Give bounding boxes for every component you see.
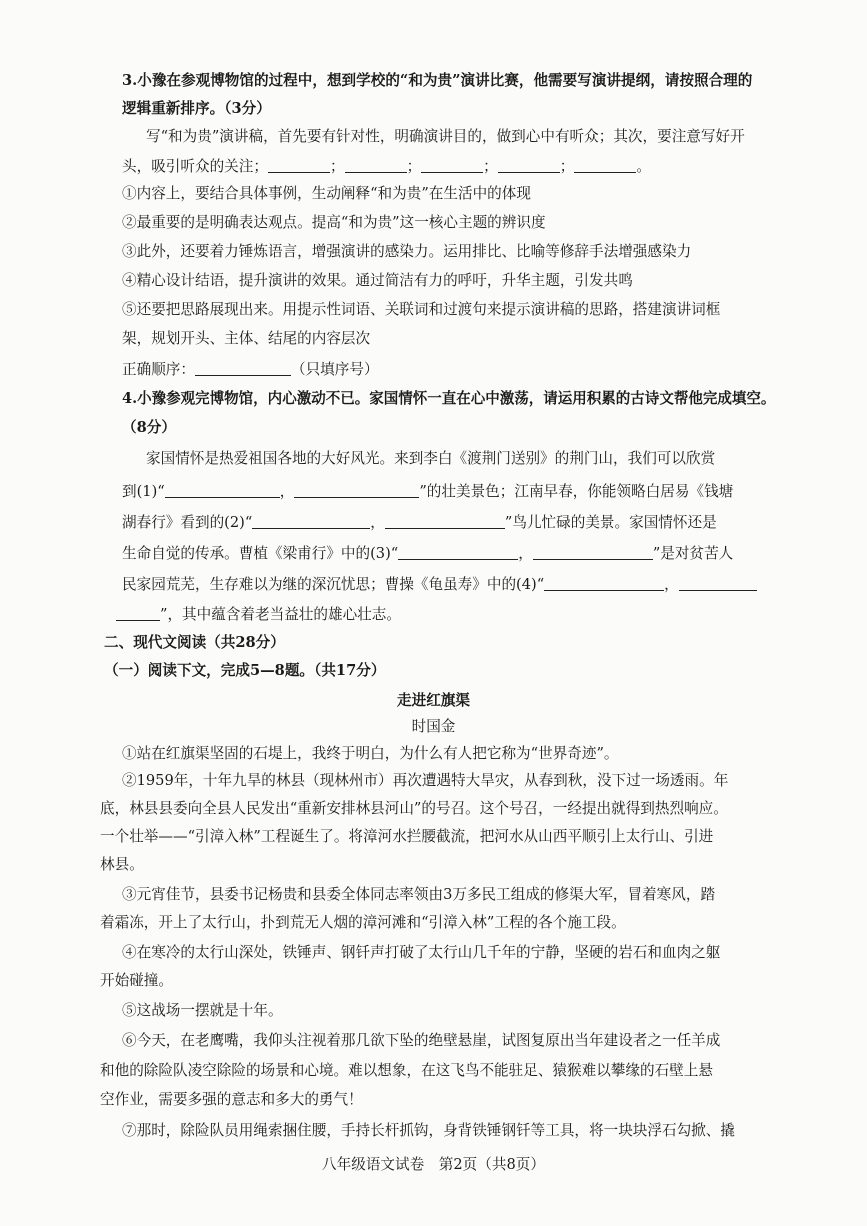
- semicolon: ；: [483, 158, 498, 175]
- article-line-8: ④在寒冷的太行山深处，铁锤声、钢钎声打破了太行山几千年的宁静，坚硬的岩石和血肉之躯: [122, 944, 721, 961]
- q3-title-line2: 逻辑重新排序。（3分）: [122, 100, 271, 117]
- q3-stem-line1: 写“和为贵”演讲稿，首先要有针对性，明确演讲目的，做到心中有听众；其次，要注意写好开: [146, 128, 745, 145]
- q4-item2-intro: 湖春行》看到的(2)“: [122, 514, 253, 531]
- article-line-7: 着霜冻，开上了太行山，扑到荒无人烟的漳河滩和“引漳入林”工程的各个施工段。: [100, 914, 626, 931]
- q4-para-line5: [122, 576, 757, 593]
- q3-title-line1: 3.小豫在参观博物馆的过程中，想到学校的“和为贵”演讲比赛，他需要写演讲提纲，请按照合理的: [122, 72, 753, 89]
- section2-sub-heading: （一）阅读下文，完成5—8题。（共17分）: [104, 662, 386, 679]
- period: 。: [636, 158, 651, 175]
- comma: ，: [664, 576, 679, 593]
- article-author: 时国金: [411, 718, 456, 735]
- q4-blank-1b[interactable]: [294, 483, 419, 498]
- q4-para-line4: [122, 545, 733, 562]
- q4-para-line1: 家国情怀是热爱祖国各地的大好风光。来到李白《渡荆门送别》的荆门山，我们可以欣赏: [146, 450, 716, 467]
- q3-blank-1[interactable]: [268, 158, 330, 173]
- semicolon: ；: [329, 158, 345, 175]
- q4-item3-tail: ”是对贫苦人: [652, 545, 734, 562]
- q4-para-line2: [122, 483, 733, 500]
- semicolon: ；: [406, 158, 422, 175]
- article-line-14: ⑦那时，除险队员用绳索捆住腰，手持长杆抓钩，身背铁锤钢钎等工具，将一块块浮石勾掀、撬: [122, 1122, 735, 1139]
- q4-item1-intro: 到(1)“: [122, 483, 165, 500]
- q3-option-2: ②最重要的是明确表达观点。提高“和为贵”这一核心主题的辨识度: [122, 214, 546, 231]
- q4-blank-3a[interactable]: [398, 545, 518, 560]
- q3-order-line: [122, 361, 379, 378]
- q3-blank-5[interactable]: [574, 158, 636, 173]
- article-line-9: 开始碰撞。: [100, 972, 173, 989]
- q4-blank-3b[interactable]: [533, 545, 653, 560]
- q3-stem-text: 头，吸引听众的关注；: [122, 158, 268, 175]
- q3-blank-3[interactable]: [421, 158, 483, 173]
- q3-blank-2[interactable]: [345, 158, 407, 173]
- article-line-5: 林县。: [100, 856, 144, 873]
- article-line-6: ③元宵佳节，县委书记杨贵和县委全体同志率领由3万多民工组成的修渠大军，冒着寒风，踏: [122, 886, 716, 903]
- q4-item1-tail: ”的壮美景色；江南早春，你能领略白居易《钱塘: [419, 483, 734, 500]
- q4-para-line6: [116, 606, 401, 623]
- comma: ，: [370, 514, 385, 531]
- q3-option-1: ①内容上，要结合具体事例，生动阐释“和为贵”在生活中的体现: [122, 185, 531, 202]
- page-footer: 八年级语文试卷 第2页（共8页）: [322, 1156, 545, 1173]
- comma: ，: [518, 545, 533, 562]
- semicolon: ；: [559, 158, 575, 175]
- q4-item4-intro: 民家园荒芜，生存难以为继的深沉忧思；曹操《龟虽寿》中的(4)“: [122, 576, 545, 593]
- section2-heading: 二、现代文阅读（共28分）: [104, 634, 285, 651]
- q4-title-line2: （8分）: [122, 419, 176, 436]
- q3-option-5-line2: 架，规划开头、主体、结尾的内容层次: [122, 330, 371, 347]
- q4-item4-tail: ”，其中蕴含着老当益壮的雄心壮志。: [160, 606, 401, 623]
- q4-blank-1a[interactable]: [165, 483, 280, 498]
- q3-option-4: ④精心设计结语，提升演讲的效果。通过简洁有力的呼吁，升华主题，引发共鸣: [122, 272, 633, 289]
- q3-order-label: 正确顺序：: [122, 361, 195, 378]
- article-line-10: ⑤这战场一摆就是十年。: [122, 1002, 283, 1019]
- q3-order-note: （只填序号）: [290, 361, 379, 378]
- q3-order-blank[interactable]: [195, 361, 291, 376]
- q3-stem-line2: [122, 158, 651, 175]
- q4-blank-4b-end[interactable]: [116, 606, 160, 621]
- q3-blank-4[interactable]: [498, 158, 560, 173]
- article-line-12: 和他的除险队凌空除险的场景和心境。难以想象，在这飞鸟不能驻足、猿猴难以攀缘的石壁上悬: [100, 1062, 713, 1079]
- article-line-11: ⑥今天，在老鹰嘴，我仰头注视着那几欲下坠的绝壁悬崖，试图复原出当年建设者之一任羊成: [122, 1032, 721, 1049]
- q4-blank-4a[interactable]: [544, 576, 664, 591]
- article-line-4: 一个壮举——“引漳入林”工程诞生了。将漳河水拦腰截流，把河水从山西平顺引上太行山、引进: [100, 828, 714, 845]
- q4-blank-2a[interactable]: [252, 514, 370, 529]
- q4-item2-tail: ”鸟儿忙碌的美景。家国情怀还是: [504, 514, 717, 531]
- article-title: 走进红旗渠: [397, 692, 470, 709]
- article-line-2: ②1959年，十年九旱的林县（现林州市）再次遭遇特大旱灾，从春到秋，没下过一场透雨。年: [122, 772, 729, 789]
- comma: ，: [279, 483, 295, 500]
- article-line-3: 底，林县县委向全县人民发出“重新安排林县河山”的号召。这个号召，一经提出就得到热烈响应。: [100, 800, 728, 817]
- article-line-13: 空作业，需要多强的意志和多大的勇气！: [100, 1091, 363, 1108]
- q3-option-5-line1: ⑤还要把思路展现出来。用提示性词语、关联词和过渡句来提示演讲稿的思路，搭建演讲词框: [122, 301, 721, 318]
- q4-item3-intro: 生命自觉的传承。曹植《梁甫行》中的(3)“: [122, 545, 399, 562]
- q4-title-line1: 4.小豫参观完博物馆，内心激动不已。家国情怀一直在心中激荡，请运用积累的古诗文帮他完成填空。: [122, 390, 776, 407]
- q3-option-3: ③此外，还要着力锤炼语言，增强演讲的感染力。运用排比、比喻等修辞手法增强感染力: [122, 243, 692, 260]
- q4-blank-4b-start[interactable]: [679, 576, 757, 591]
- q4-blank-2b[interactable]: [385, 514, 505, 529]
- article-line-1: ①站在红旗渠坚固的石堤上，我终于明白，为什么有人把它称为“世界奇迹”。: [122, 745, 619, 762]
- q4-para-line3: [122, 514, 717, 531]
